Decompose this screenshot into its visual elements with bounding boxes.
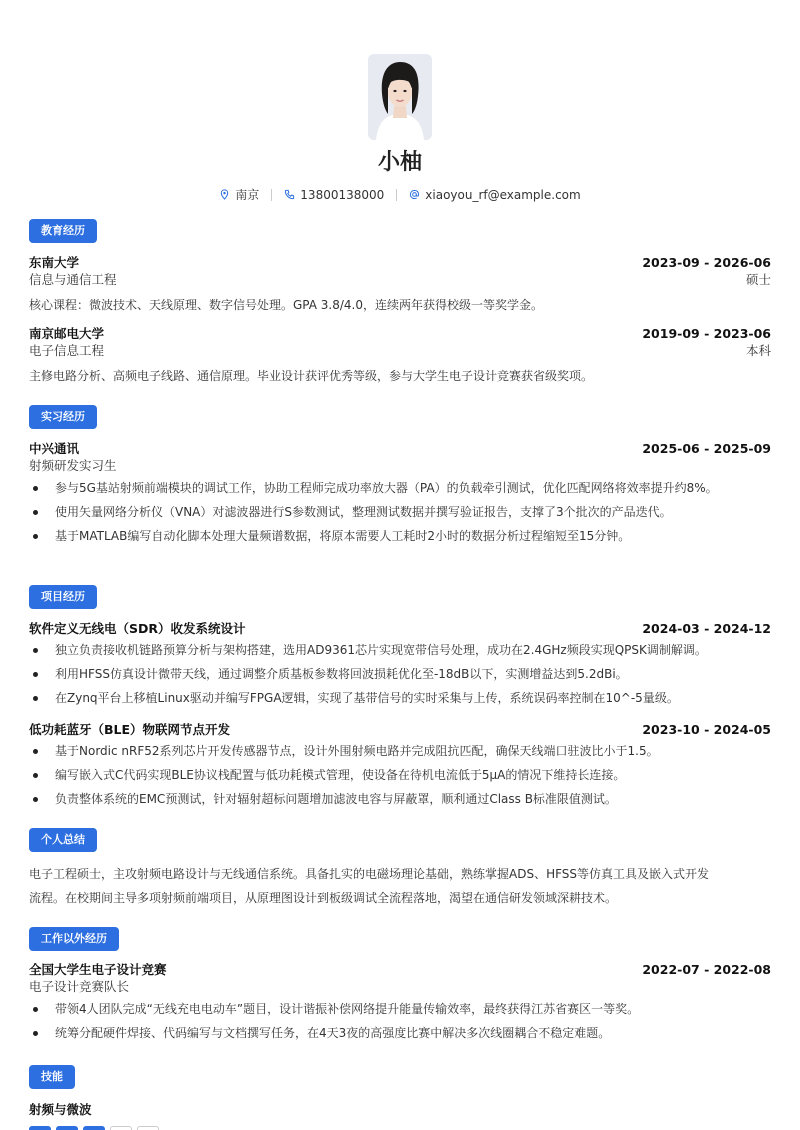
list-item: 使用矢量网络分析仪（VNA）对滤波器进行S参数测试，整理测试数据并撰写验证报告，支撑了3个批次的产品迭代。 xyxy=(55,504,771,520)
education-tag-wrap xyxy=(29,219,771,243)
section-tag-skills: 技能 xyxy=(29,1065,75,1089)
project-row xyxy=(29,721,771,738)
contact-info xyxy=(0,186,800,203)
competition-role: 电子设计竞赛队长 xyxy=(29,979,130,994)
at-sign-icon xyxy=(409,189,420,200)
section-tag-education: 教育经历 xyxy=(29,219,97,243)
profile-photo xyxy=(368,54,432,140)
education-sub-row xyxy=(29,271,771,288)
extra-sub-row xyxy=(29,978,771,995)
extra-row xyxy=(29,961,771,978)
section-tag-projects: 项目经历 xyxy=(29,585,97,609)
education-row xyxy=(29,254,771,271)
company-name: 中兴通讯 xyxy=(29,441,80,456)
internship-entry xyxy=(29,440,771,552)
skill-level-dot xyxy=(110,1126,132,1130)
skill-level-dot xyxy=(56,1126,78,1130)
phone-text: 13800138000 xyxy=(300,187,385,202)
list-item: 在Zynq平台上移植Linux驱动并编写FPGA逻辑，实现了基带信号的实时采集与上传，系统误码率控制在10^-5量级。 xyxy=(55,690,771,706)
extra-bullets xyxy=(29,1001,771,1041)
extra-entry xyxy=(29,961,771,1049)
list-item: 独立负责接收机链路预算分析与架构搭建，选用AD9361芯片实现宽带信号处理，成功在2.4GHz频段实现QPSK调制解调。 xyxy=(55,642,771,658)
skill-level-meter xyxy=(29,1126,771,1130)
project-date: 2024-03 - 2024-12 xyxy=(642,621,771,636)
degree: 本科 xyxy=(745,343,771,358)
summary-line: 电子工程硕士，主攻射频电路设计与无线通信系统。具备扎实的电磁场理论基础，熟练掌握ADS、HFSS等仿真工具及嵌入式开发 xyxy=(29,867,710,881)
education-row xyxy=(29,325,771,342)
list-item: 利用HFSS仿真设计微带天线，通过调整介质基板参数将回波损耗优化至-18dB以下，实测增益达到5.2dBi。 xyxy=(55,666,771,682)
school-name: 东南大学 xyxy=(29,255,80,270)
list-item: 带领4人团队完成“无线充电电动车”题目，设计谐振补偿网络提升能量传输效率，最终获得江苏省赛区一等奖。 xyxy=(55,1001,771,1017)
project-row xyxy=(29,620,771,637)
project-date: 2023-10 - 2024-05 xyxy=(642,722,771,737)
section-tag-extra: 工作以外经历 xyxy=(29,927,119,951)
phone-icon xyxy=(284,189,295,200)
skill-level-dot xyxy=(29,1126,51,1130)
skill-entry xyxy=(29,1100,771,1130)
email-info xyxy=(409,188,580,202)
education-description: 主修电路分析、高频电子线路、通信原理。毕业设计获评优秀等级，参与大学生电子设计竞赛获省级奖项。 xyxy=(29,369,594,383)
education-sub-row xyxy=(29,342,771,359)
summary-tag-wrap xyxy=(29,828,771,852)
competition-date: 2022-07 - 2022-08 xyxy=(642,962,771,977)
project-name: 软件定义无线电（SDR）收发系统设计 xyxy=(29,621,246,636)
section-tag-summary: 个人总结 xyxy=(29,828,97,852)
education-date: 2019-09 - 2023-06 xyxy=(642,326,771,341)
resume-header xyxy=(0,0,800,203)
email-link[interactable]: xiaoyou_rf@example.com xyxy=(425,187,581,202)
location-pin-icon xyxy=(219,189,230,200)
list-item: 统筹分配硬件焊接、代码编写与文档撰写任务，在4天3夜的高强度比赛中解决多次线圈耦合不稳定难题。 xyxy=(55,1025,771,1041)
internship-sub-row xyxy=(29,457,771,474)
internship-tag-wrap xyxy=(29,405,771,429)
internship-row xyxy=(29,440,771,457)
project-name: 低功耗蓝牙（BLE）物联网节点开发 xyxy=(29,722,231,737)
location-text: 南京 xyxy=(235,188,260,202)
extra-tag-wrap xyxy=(29,927,771,951)
project-bullets xyxy=(29,642,771,706)
contact-divider xyxy=(396,189,397,201)
education-desc-wrap xyxy=(29,293,771,317)
list-item: 编写嵌入式C代码实现BLE协议栈配置与低功耗模式管理，使设备在待机电流低于5μA的情况下维持长连接。 xyxy=(55,767,771,783)
internship-bullets xyxy=(29,480,771,544)
competition-name: 全国大学生电子设计竞赛 xyxy=(29,962,167,977)
education-entry xyxy=(29,254,771,288)
list-item: 参与5G基站射频前端模块的调试工作，协助工程师完成功率放大器（PA）的负载牵引测试，优化匹配网络将效率提升约8%。 xyxy=(55,480,771,496)
list-item: 基于MATLAB编写自动化脚本处理大量频谱数据，将原本需要人工耗时2小时的数据分析过程缩短至15分钟。 xyxy=(55,528,771,544)
major: 电子信息工程 xyxy=(29,343,105,358)
education-desc-wrap xyxy=(29,364,771,388)
contact-divider xyxy=(271,189,272,201)
internship-date: 2025-06 - 2025-09 xyxy=(642,441,771,456)
list-item: 基于Nordic nRF52系列芯片开发传感器节点，设计外围射频电路并完成阻抗匹配，确保天线端口驻波比小于1.5。 xyxy=(55,743,771,759)
education-date: 2023-09 - 2026-06 xyxy=(642,255,771,270)
summary-line: 流程。在校期间主导多项射频前端项目，从原理图设计到板级调试全流程落地，渴望在通信研发领域深耕技术。 xyxy=(29,891,618,905)
phone-info xyxy=(284,188,384,202)
section-tag-internship: 实习经历 xyxy=(29,405,97,429)
list-item: 负责整体系统的EMC预测试，针对辐射超标问题增加滤波电容与屏蔽罩，顺利通过Class B标准限值测试。 xyxy=(55,791,771,807)
summary-text xyxy=(29,862,771,910)
project-bullets xyxy=(29,743,771,807)
projects-tag-wrap xyxy=(29,585,771,609)
internship-role: 射频研发实习生 xyxy=(29,458,117,473)
project-entry xyxy=(29,721,771,815)
skill-level-dot xyxy=(137,1126,159,1130)
degree: 硕士 xyxy=(745,272,771,287)
school-name: 南京邮电大学 xyxy=(29,326,105,341)
major: 信息与通信工程 xyxy=(29,272,117,287)
location-info xyxy=(219,186,259,203)
skill-name: 射频与微波 xyxy=(29,1102,92,1117)
project-entry xyxy=(29,620,771,714)
skills-tag-wrap xyxy=(29,1065,771,1089)
candidate-name: 小柚 xyxy=(377,150,422,175)
education-entry xyxy=(29,325,771,359)
skill-level-dot xyxy=(83,1126,105,1130)
education-description: 核心课程：微波技术、天线原理、数字信号处理。GPA 3.8/4.0，连续两年获得校级一等奖学金。 xyxy=(29,298,544,312)
